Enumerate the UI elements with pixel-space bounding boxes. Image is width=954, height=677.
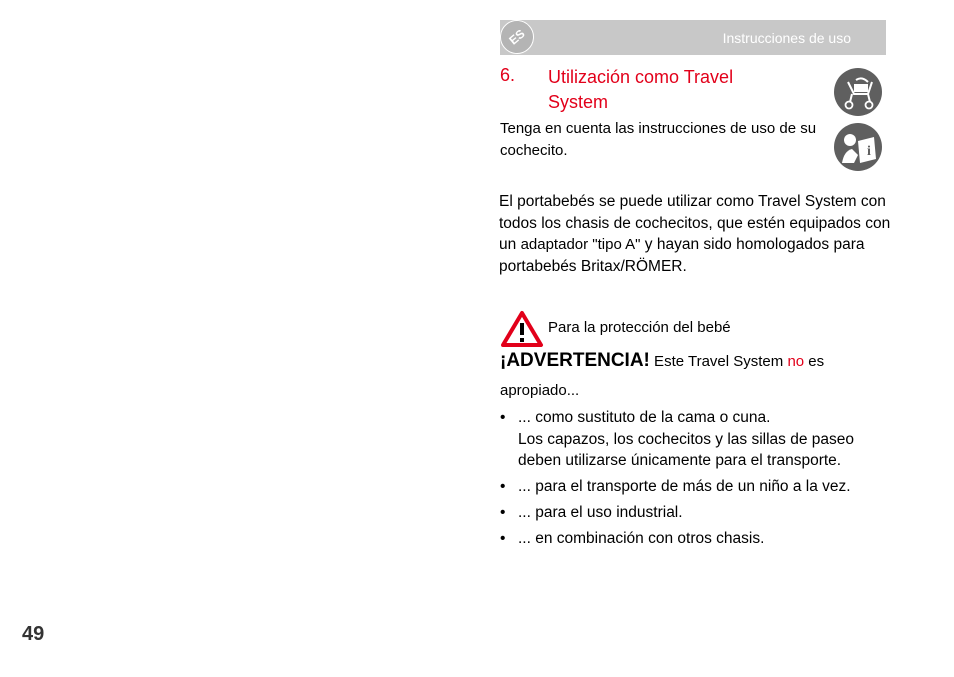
warning-bullet-list [500,407,900,554]
paragraph-text-before: El portabebés se puede utilizar como Travel System con todos los chasis de cochecitos, que estén equipados con un [499,193,891,253]
list-item: • ... para el transporte de más de un niño a la vez. [500,478,851,495]
paragraph-text-after: y hayan sido homologados para portabebés Britax/RÖMER. [499,236,865,275]
warning-text-after: es [804,353,825,370]
bullet-line1: ... en combinación con otros chasis. [518,530,765,547]
section-number: 6. [500,65,516,85]
warning-text-before: Este Travel System [649,353,788,370]
list-item: • ... en combinación con otros chasis. [500,530,765,547]
bullet-line1: ... para el uso industrial. [518,504,683,521]
warning-caption: Para la protección del bebé [548,319,731,336]
section-title: Utilización como Travel System [548,67,734,112]
list-item: • ... como sustituto de la cama o cuna. Los capazos, los cochecitos y las sillas de paseo deben utilizarse únicamente para el transporte. [500,409,855,469]
header-title: Instrucciones de uso [722,30,851,46]
stroller-icon [834,68,882,116]
list-item: • ... para el uso industrial. [500,504,683,521]
bullet-line1: ... como sustituto de la cama o cuna. [518,409,771,426]
bullet-line2: Los capazos, los cochecitos y las sillas de paseo deben utilizarse únicamente para el transporte. [518,430,855,469]
warning-statement [500,350,824,372]
bullet-line1: ... para el transporte de más de un niño a la vez. [518,478,851,495]
warning-word: ¡ADVERTENCIA! [500,350,650,371]
svg-text:i: i [867,144,871,159]
warning-negation: no [787,353,805,370]
warning-triangle-icon [500,310,544,353]
page-number: 49 [22,623,45,645]
stroller-instructions-note: Tenga en cuenta las instrucciones de uso de su cochecito. [500,120,817,159]
compatibility-paragraph [499,191,899,277]
read-manual-icon [834,123,882,171]
adapter-type-label: adaptador "tipo A" [520,236,641,253]
warning-statement-line2: apropiado... [500,382,580,399]
language-badge: ES [493,13,541,61]
